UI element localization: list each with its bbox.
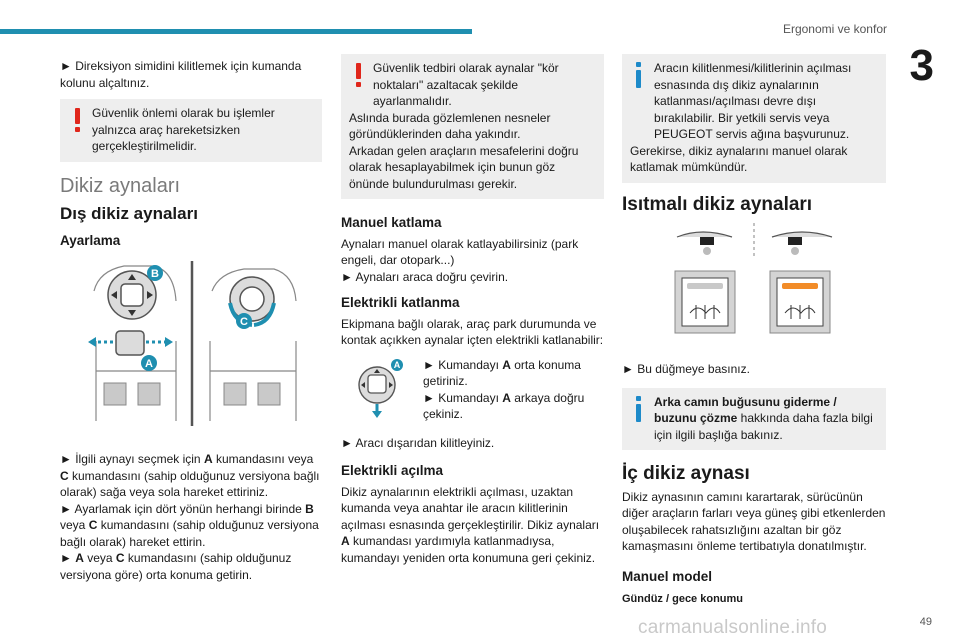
electric-step-1: ► Kumandayı A orta konuma getiriniz. xyxy=(423,357,581,388)
column-middle xyxy=(341,54,604,566)
header-title: Ergonomi ve konfor xyxy=(782,22,887,36)
manual-folding-step: ► Aynaları araca doğru çevirin. xyxy=(341,269,509,284)
info-text: Aracın kilitlenmesi/kilitlerinin açılması esnasında dış dikiz aynalarının katlanması/açılması devre dışı bırakılabilir. Bir yetkili servis veya PEUGEOT servis ağına başvurunuz. xyxy=(654,61,852,141)
heated-mirror-figure xyxy=(672,223,886,341)
electric-step-2: ► Kumandayı A arkaya doğru çekiniz. xyxy=(423,390,585,421)
warning-box-mirrors xyxy=(341,54,604,199)
heading-exterior-mirrors: Dış dikiz aynaları xyxy=(60,204,198,223)
figure-label-b: B xyxy=(151,268,159,280)
intro-step: ► Direksiyon simidini kilitlemek için kumanda kolunu alçaltınız. xyxy=(60,59,302,90)
figure-label-c: C xyxy=(240,316,248,328)
warning-icon xyxy=(71,108,85,132)
heading-manual-model: Manuel model xyxy=(622,568,713,584)
interior-mirror-text: Dikiz aynasının camını karartarak, sürücünün diğer araçların farları veya güneş gibi etkenlerden oluşabilecek rahatsızlığını azaltan bir göz kamaşmasını önleme tertibatıyla donatılmıştır. xyxy=(622,489,886,553)
electric-folding-row xyxy=(341,357,604,423)
warning-text-2: Aslında burada gözlemlenen nesneler göründüklerinden daha yakındır. xyxy=(349,110,551,141)
warning-icon xyxy=(352,63,366,87)
header-accent-bar xyxy=(0,29,472,34)
warning-box xyxy=(60,99,322,162)
section-title: Dikiz aynaları xyxy=(60,174,181,197)
heading-adjustment: Ayarlama xyxy=(60,232,121,248)
column-left xyxy=(60,58,322,583)
defrost-info-text: Arka camın buğusunu giderme / buzunu çözme hakkında daha fazla bilgi için ilgili başlığa bakınız. xyxy=(654,394,873,442)
info-icon xyxy=(634,62,644,88)
info-box-folding xyxy=(622,54,886,183)
electric-folding-text: Ekipmana bağlı olarak, araç park durumunda ve kontak açıkken aynalar içten elektrikli katlanabilir: xyxy=(341,316,604,347)
adjust-step-1: ► İlgili aynayı seçmek için A kumandasını veya C kumandasını (sahip olduğunuz versiyona bağlı olarak) sağa veya sola hareket ettiriniz. xyxy=(60,452,320,499)
lock-step: ► Aracı dışarıdan kilitleyiniz. xyxy=(341,435,495,450)
day-night-position: Gündüz / gece konumu xyxy=(622,593,744,605)
info-text-2: Gerekirse, dikiz aynalarını manuel olarak katlamak mümkündür. xyxy=(630,143,848,174)
heading-manual-folding: Manuel katlama xyxy=(341,215,442,230)
column-right xyxy=(622,54,886,608)
warning-text: Güvenlik önlemi olarak bu işlemler yalnızca araç hareketsizken gerçekleştirilmelidir. xyxy=(92,106,275,153)
chapter-number: 3 xyxy=(909,41,934,90)
info-box-defrost xyxy=(622,388,886,451)
watermark: carmanualsonline.info xyxy=(638,617,828,638)
info-icon xyxy=(634,396,644,422)
fold-figure-label-a: A xyxy=(393,359,401,370)
heading-heated-mirrors: Isıtmalı dikiz aynaları xyxy=(622,193,813,215)
page-number: 49 xyxy=(919,616,932,628)
mirror-control-illustration xyxy=(84,261,304,431)
figure-label-a: A xyxy=(145,358,153,370)
heated-step: ► Bu düğmeye basınız. xyxy=(622,362,750,376)
heading-electric-folding: Elektrikli katlanma xyxy=(341,295,460,310)
heading-electric-opening: Elektrikli açılma xyxy=(341,463,444,478)
adjust-step-3: ► A veya C kumandasını (sahip olduğunuz versiyona göre) orta konuma getirin. xyxy=(60,551,292,582)
heated-mirror-illustration xyxy=(672,223,842,341)
adjust-step-2: ► Ayarlamak için dört yönün herhangi birinde B veya C kumandasını (sahip olduğunuz versiyona bağlı olarak) hareket ettirin. xyxy=(60,501,319,549)
warning-text-3: Arkadan gelen araçların mesafelerini doğru olarak hesaplayabilmek için bunun göz önünde bulundurulması gerekir. xyxy=(349,143,579,191)
heading-interior-mirror: İç dikiz aynası xyxy=(622,463,750,484)
electric-opening-text: Dikiz aynalarının elektrikli açılması, uzaktan kumanda veya anahtar ile aracın kilitlerinin açılması esnasında gerçekleştirilir. Dikiz aynaları A kumandası yardımıyla katlanmadıysa, kumandayı yeniden orta konumuna geri çekiniz. xyxy=(341,484,600,565)
mirror-control-figure xyxy=(84,261,322,431)
manual-folding-text: Aynaları manuel olarak katlayabilirsiniz (park engeli, dar otopark...) xyxy=(341,236,579,267)
fold-control-illustration xyxy=(351,357,411,419)
warning-text: Güvenlik tedbiri olarak aynalar "kör noktaları" azaltacak şekilde ayarlanmalıdır. xyxy=(373,61,559,108)
